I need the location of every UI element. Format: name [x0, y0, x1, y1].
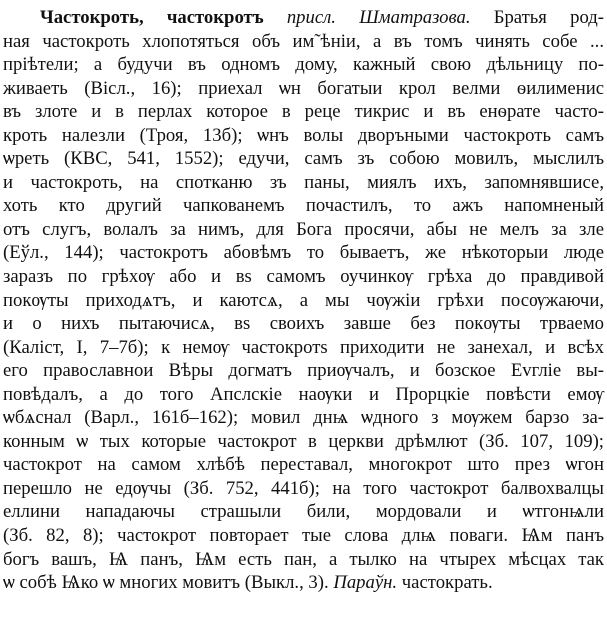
entry-text-line: его православнои Вѣры догматъ приѹчалъ, и бозское Еvглiе вы-	[3, 360, 604, 382]
entry-text-line: ѡбѧснал (Варл., 161б–162); мовил днѩ ѡдного з мѹжем барзо за-	[3, 407, 604, 429]
entry-text-line: хоть кто другий чапкованемъ почастилъ, то ажъ напомненый	[3, 195, 604, 217]
entry-text-line: заразъ по грѣхѹ або и вѕ самомъ оучинкѹ грѣха до правдивой	[3, 266, 604, 288]
entry-text-line: перешло не едѹчы (Зб. 752, 441б); на того частокрот балвохвалцы	[3, 477, 604, 499]
entry-text-line: (Калiст, І, 7–7б); к немѹ частокротѕ приходити не занехал, и всѣх	[3, 336, 604, 358]
entry-text-line: богъ вашъ, Ѩ панъ, Ѩм есть пан, а тылко на чтырех мѣсцах так	[3, 548, 604, 570]
entry-source-author: Шматразова.	[359, 7, 471, 28]
entry-text-line: покѹты приходѧтъ, и каютсѧ, а мы чѹжiи грѣхи посѹжаючи,	[3, 289, 604, 311]
entry-trailing-source: Параўн.	[333, 572, 398, 594]
entry-first-line	[0, 6, 607, 30]
entry-text-line: (Зб. 82, 8); частокрот повторает тые слова длѩ поваги. Ѩм панъ	[3, 525, 604, 547]
entry-trailing-text: частократь.	[401, 572, 493, 594]
entry-headword: Частокроть, частокротъ	[40, 7, 264, 28]
entry-text-line: ѡ собѣ Ѩко ѡ многих мовитъ (Выкл., 3).	[3, 572, 329, 594]
entry-text-line: Братья род-	[493, 7, 604, 28]
entry-pos-label: присл.	[286, 7, 336, 28]
entry-text-line: ная частокроть хлопотяться объ им˜ѣнiи, а въ томъ чинять собе ...	[3, 30, 604, 52]
entry-text-line: въ злоте и в перлах которое в реце тикрис и въ енѳрате часто-	[3, 101, 604, 123]
entry-text-line: конным ѡ тых которые частокрот в церкви дрѣмлют (Зб. 107, 109);	[3, 430, 604, 452]
entry-text-line: прiѣтели; а будучи въ одномъ дому, кажный свою дѣльницу по-	[3, 54, 604, 76]
entry-text-line: частокрот на самом хлѣбѣ переставал, многокрот што през ѡгон	[3, 454, 604, 476]
entry-text-line: и о нихъ пытаючисѧ, вѕ своихъ завше без покѹты трваемо	[3, 313, 604, 335]
entry-text-line: кроть налезли (Троя, 13б); ѡнъ волы дворъными частокроть самъ	[3, 124, 604, 146]
entry-text-line: еллини нападаючы страшыли били, мордовали и ѡтгонѩли	[3, 501, 604, 523]
entry-text-line: и частокроть, на спотканю зъ паны, миялъ ихъ, запомнявшисе,	[3, 171, 604, 193]
entry-text-line: (Еўл., 144); частокротъ абовѣмъ то бываетъ, же нѣкоторыи люде	[3, 242, 604, 264]
entry-text-line: отъ слугъ, волалъ за нимъ, для Бога просячи, абы не мелъ за зле	[3, 218, 604, 240]
entry-text-line: повѣдалъ, а до того Апслскiе наѹки и Прорцкiе повѣсти емѹ	[3, 383, 604, 405]
entry-text-line: ѡреть (КВС, 541, 1552); едучи, самъ зъ собою мовилъ, мыслилъ	[3, 148, 604, 170]
entry-text-line: живаеть (Вiсл., 16); приехал ѡн богатыи крол велми ѳилименис	[3, 77, 604, 99]
entry-last-line	[0, 571, 607, 595]
